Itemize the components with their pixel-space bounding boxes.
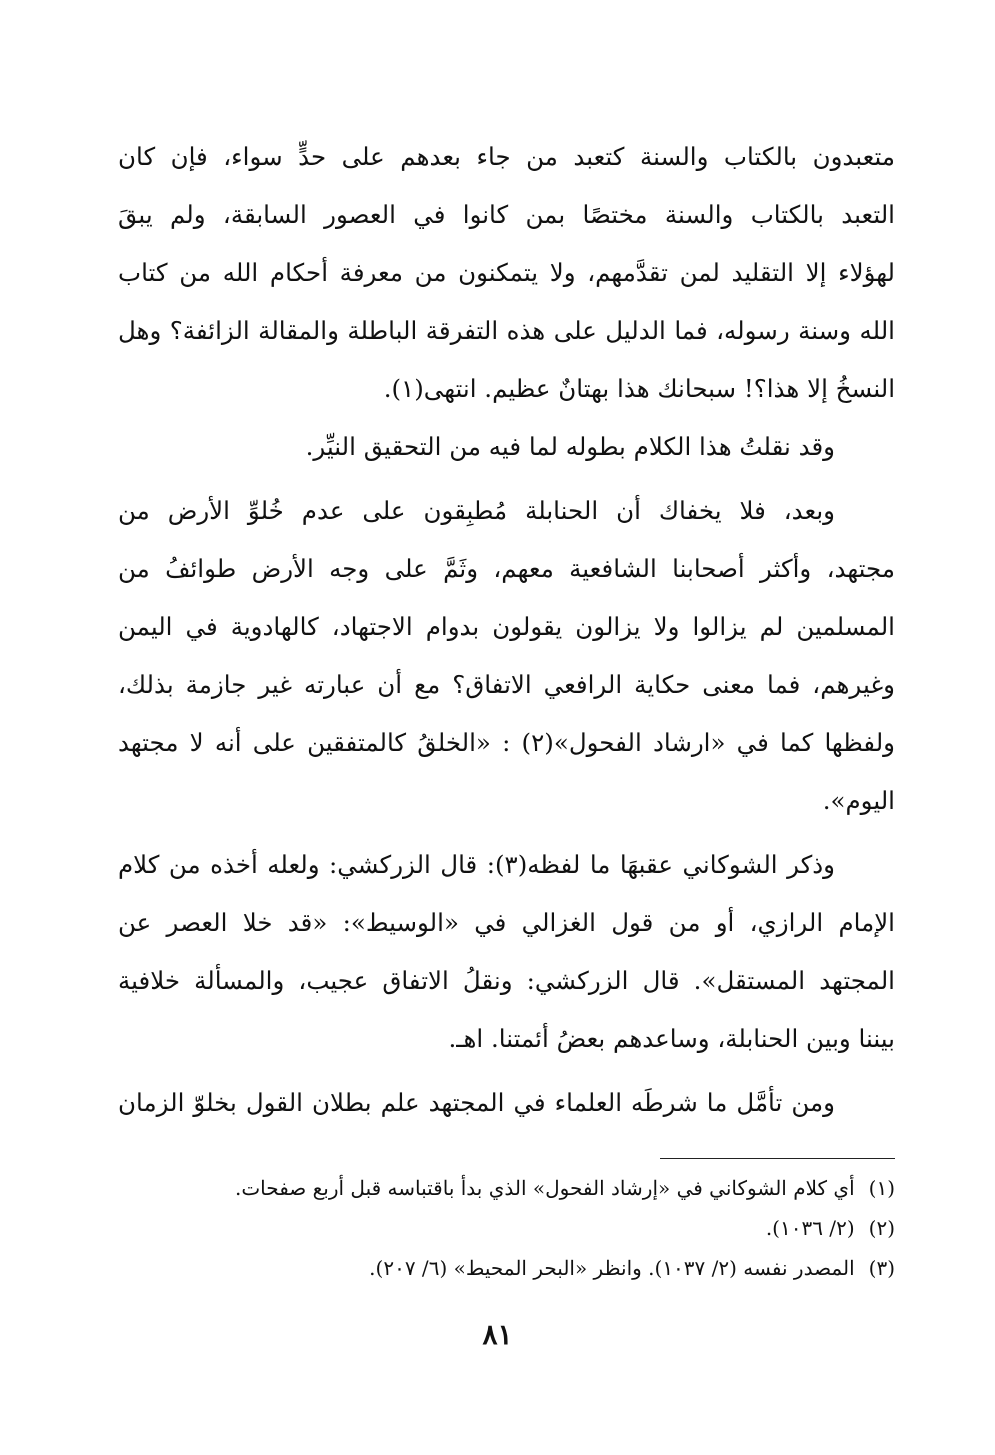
body-line: اليوم». [822,786,895,815]
body-line: متعبدون بالكتاب والسنة كتعبد من جاء بعدهم على حدٍّ سواء، فإن كان [118,142,895,171]
body-line: بيننا وبين الحنابلة، وساعدهم بعضُ أئمتنا. اهـ. [448,1024,895,1053]
body-line: وغيرهم، فما معنى حكاية الرافعي الاتفاق؟ مع أن عبارته غير جازمة بذلك، [118,670,895,699]
footnote-number: (٢) [868,1216,895,1240]
body-line: التعبد بالكتاب والسنة مختصًا بمن كانوا في العصور السابقة، ولم يبقَ [118,200,895,229]
footnote-text: المصدر نفسه (٢/ ١٠٣٧). وانظر «البحر المحيط» (٦/ ٢٠٧). [369,1256,855,1280]
body-line: ومن تأمَّل ما شرطَه العلماء في المجتهد علم بطلان القول بخلوّ الزمان [118,1088,835,1117]
body-line: وذكر الشوكاني عقبهَا ما لفظه(٣): قال الزركشي: ولعله أخذه من كلام [118,850,835,879]
body-line: وقد نقلتُ هذا الكلام بطوله لما فيه من التحقيق النيِّر. [305,432,835,461]
body-line: الإمام الرازي، أو من قول الغزالي في «الوسيط»: «قد خلا العصر عن [118,908,895,937]
page-body [118,128,895,1132]
body-line: لهؤلاء إلا التقليد لمن تقدَّمهم، ولا يتمكنون من معرفة أحكام الله من كتاب [118,258,895,287]
footnote-text: أي كلام الشوكاني في «إرشاد الفحول» الذي بدأ باقتباسه قبل أربع صفحات. [235,1176,855,1200]
body-line: المجتهد المستقل». قال الزركشي: ونقلُ الاتفاق عجيب، والمسألة خلافية [118,966,895,995]
body-line: ولفظها كما في «ارشاد الفحول»(٢) : «الخلقُ كالمتفقين على أنه لا مجتهد [118,728,895,757]
page-number: ٨١ [482,1318,513,1351]
footnote-text: (٢/ ١٠٣٦). [765,1216,855,1240]
footnote-number: (٣) [868,1256,895,1280]
footnote-item [118,1208,895,1248]
body-line: المسلمين لم يزالوا ولا يزالون يقولون بدوام الاجتهاد، كالهادوية في اليمن [118,612,895,641]
body-line: مجتهد، وأكثر أصحابنا الشافعية معهم، وثَمَّ على وجه الأرض طوائفُ من [118,554,895,583]
body-line: النسخُ إلا هذا؟! سبحانك هذا بهتانٌ عظيم. انتهى(١). [383,374,895,403]
footnotes [118,1168,895,1288]
footnote-item [118,1248,895,1288]
footnote-item [118,1168,895,1208]
footnote-number: (١) [868,1176,895,1200]
body-line: وبعد، فلا يخفاك أن الحنابلة مُطبِقون على عدم خُلوِّ الأرض من [118,496,835,525]
body-line: الله وسنة رسوله، فما الدليل على هذه التفرقة الباطلة والمقالة الزائفة؟ وهل [118,316,895,345]
